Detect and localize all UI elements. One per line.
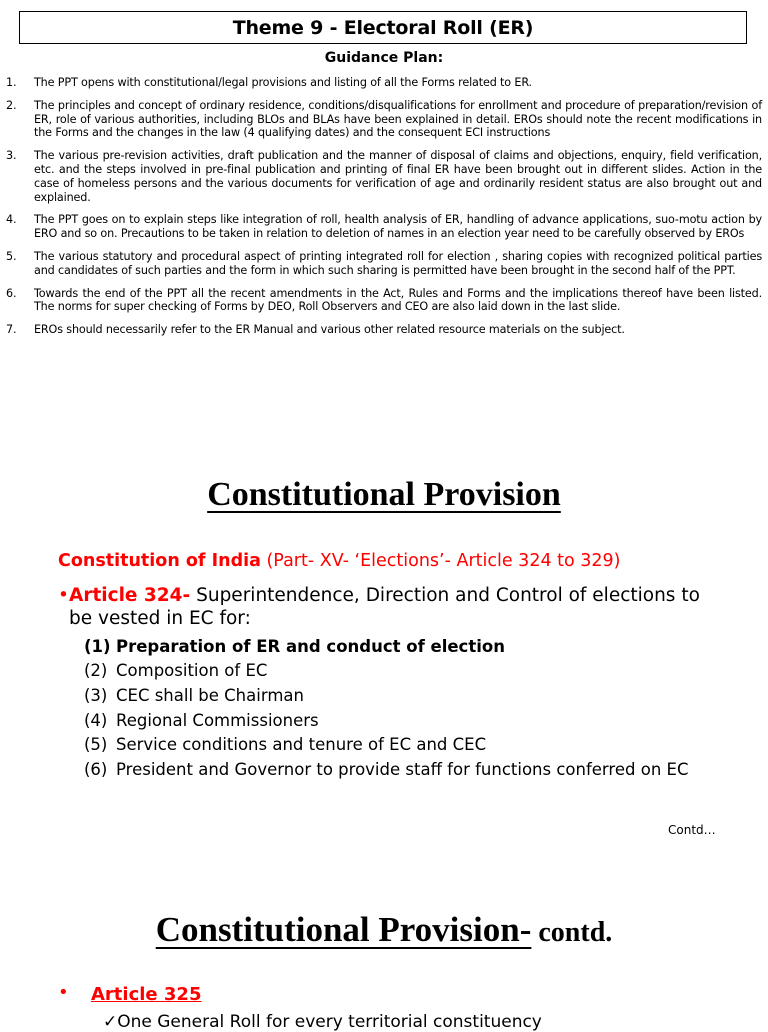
list-item-number: (4) <box>84 710 108 730</box>
list-item-number: (5) <box>84 735 108 755</box>
article-324-block <box>58 584 738 630</box>
constitution-of-india-line <box>58 551 621 571</box>
list-item-text: The various statutory and procedural aspect of printing integrated roll for election , sharing copies with recognized political parties and candidates of such parties and the form in which such sharing is permitted have been brought in the second half of the PPT. <box>34 249 762 277</box>
list-item-text: CEC shall be Chairman <box>116 685 304 705</box>
list-item <box>6 99 762 140</box>
constitution-of-india-label: Constitution of India <box>58 551 261 571</box>
list-item-number: 1. <box>6 76 17 89</box>
article-324-text: Superintendence, Direction and Control of elections to <box>190 585 700 606</box>
list-item-text: Regional Commissioners <box>116 710 319 730</box>
constitutional-provision-heading <box>0 476 768 514</box>
list-item <box>84 757 688 782</box>
list-item-text: Service conditions and tenure of EC and CEC <box>116 735 487 755</box>
bullet-icon: • <box>58 585 69 606</box>
heading-suffix-text: contd. <box>531 917 613 948</box>
list-item-number: (6) <box>84 759 108 779</box>
article-325-label: Article 325 <box>91 984 202 1005</box>
guidance-plan-list <box>6 76 762 346</box>
list-item <box>84 732 688 757</box>
list-item-text: The PPT opens with constitutional/legal provisions and listing of all the Forms related to ER. <box>34 76 532 89</box>
constitution-part-reference: (Part- XV- ‘Elections’- Article 324 to 329) <box>260 551 621 571</box>
list-item-text: Towards the end of the PPT all the recent amendments in the Act, Rules and Forms and the implications thereof have been listed. The norms for super checking of Forms by DEO, Roll Observers and CEO are also laid down in the last slide. <box>34 286 762 314</box>
slide-title: Theme 9 - Electoral Roll (ER) <box>19 11 747 44</box>
list-item-text: Composition of EC <box>116 661 268 681</box>
list-item-text: President and Governor to provide staff for functions conferred on EC <box>116 759 689 779</box>
list-item-number: (2) <box>84 661 108 681</box>
list-item-number: 2. <box>6 98 17 112</box>
list-item <box>6 76 762 90</box>
list-item <box>6 323 762 337</box>
article-324-label: Article 324- <box>69 585 191 606</box>
constitutional-provision-heading-text: Constitutional Provision <box>207 476 561 513</box>
list-item-number: 7. <box>6 323 17 337</box>
list-item-number: (1) <box>84 636 111 656</box>
list-item <box>6 287 762 315</box>
heading-main-text: Constitutional Provision- <box>155 910 532 949</box>
list-item <box>6 149 762 204</box>
list-item-text: EROs should necessarily refer to the ER Manual and various other related resource materials on the subject. <box>34 323 625 337</box>
constitutional-provision-contd-heading <box>0 910 768 950</box>
article-325-point: ✓One General Roll for every territorial constituency <box>103 1012 542 1032</box>
list-item-number: 5. <box>6 249 17 263</box>
list-item <box>84 634 688 659</box>
list-item <box>84 708 688 733</box>
list-item-number: 6. <box>6 286 17 300</box>
contd-note: Contd… <box>668 823 716 837</box>
list-item <box>6 213 762 241</box>
guidance-plan-heading: Guidance Plan: <box>324 50 444 66</box>
article-324-list <box>84 634 688 782</box>
list-item-number: 4. <box>6 213 17 227</box>
list-item <box>84 683 688 708</box>
bullet-icon: • <box>58 982 69 1003</box>
list-item-text: The PPT goes on to explain steps like integration of roll, health analysis of ER, handling of advance applications, suo-motu action by ERO and so on. Precautions to be taken in relation to deletion of names in an election year need to be carefully observed by EROs <box>34 213 762 241</box>
list-item-text: The principles and concept of ordinary residence, conditions/disqualifications for enrollment and procedure of preparation/revision of ER, role of various authorities, including BLOs and BLAs have been explained in detail. EROs should note the recent modifications in the Forms and the changes in the law (4 qualifying dates) and the consequent ECI instructions <box>34 98 762 140</box>
list-item <box>6 250 762 278</box>
list-item-text: Preparation of ER and conduct of election <box>116 636 505 656</box>
article-324-continuation: be vested in EC for: <box>69 608 251 629</box>
list-item-number: (3) <box>84 685 108 705</box>
article-324-line <box>58 584 738 607</box>
list-item-number: 3. <box>6 149 17 163</box>
list-item-text: The various pre-revision activities, draft publication and the manner of disposal of claims and objections, enquiry, field verification, etc. and the steps involved in pre-final publication and printing of final ER have been brought out in different slides. Action in the case of homeless persons and the various documents for verification of age and ordinarily resident status are also brought out and explained. <box>34 149 762 204</box>
list-item <box>84 659 688 684</box>
